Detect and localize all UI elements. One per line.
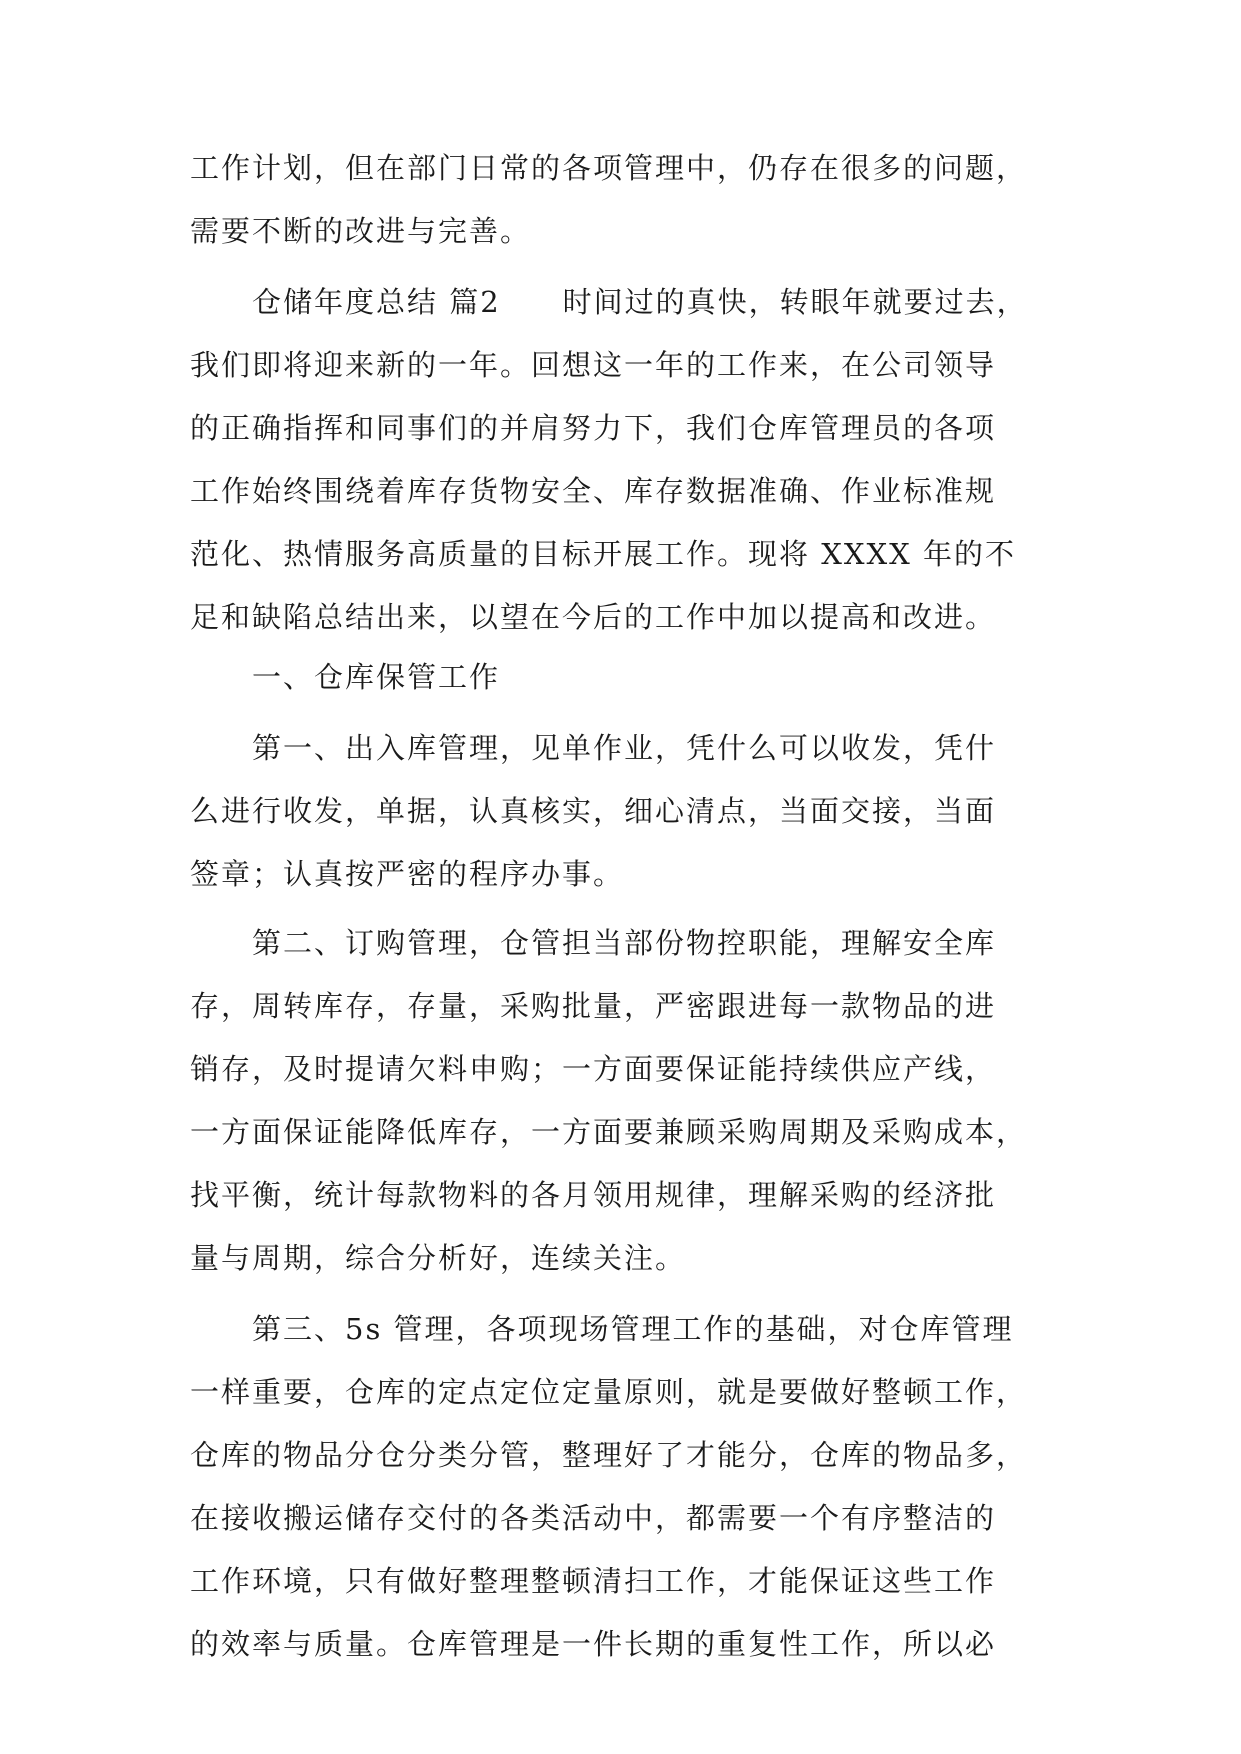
text-line: 存，周转库存，存量，采购批量，严密跟进每一款物品的进 <box>190 989 997 1023</box>
text-line: 工作计划，但在部门日常的各项管理中，仍存在很多的问题， <box>190 151 1028 185</box>
text-line: 在接收搬运储存交付的各类活动中，都需要一个有序整洁的 <box>190 1501 997 1535</box>
text-line: 第二、订购管理，仓管担当部份物控职能，理解安全库 <box>190 926 997 960</box>
text-line: 第三、5s 管理，各项现场管理工作的基础，对仓库管理 <box>190 1312 1014 1346</box>
text-line: 需要不断的改进与完善。 <box>190 214 532 248</box>
heading-line: 仓储年度总结 篇2 时间过的真快，转眼年就要过去， <box>190 285 1028 319</box>
text-line: 销存，及时提请欠料申购；一方面要保证能持续供应产线， <box>190 1052 997 1086</box>
text-line: 足和缺陷总结出来，以望在今后的工作中加以提高和改进。 <box>190 600 997 634</box>
text-line: 范化、热情服务高质量的目标开展工作。现将 XXXX 年的不 <box>190 537 1017 571</box>
text-line: 的正确指挥和同事们的并肩努力下，我们仓库管理员的各项 <box>190 411 997 445</box>
text-line: 一样重要，仓库的定点定位定量原则，就是要做好整顿工作， <box>190 1375 1028 1409</box>
section-heading: 一、仓库保管工作 <box>190 660 501 694</box>
text-line: 工作环境，只有做好整理整顿清扫工作，才能保证这些工作 <box>190 1564 997 1598</box>
text-line: 的效率与质量。仓库管理是一件长期的重复性工作，所以必 <box>190 1627 997 1661</box>
text-line: 么进行收发，单据，认真核实，细心清点，当面交接，当面 <box>190 794 997 828</box>
text-line: 仓库的物品分仓分类分管，整理好了才能分，仓库的物品多， <box>190 1438 1028 1472</box>
text-line: 量与周期，综合分析好，连续关注。 <box>190 1241 687 1275</box>
text-line: 签章；认真按严密的程序办事。 <box>190 857 625 891</box>
text-line: 工作始终围绕着库存货物安全、库存数据准确、作业标准规 <box>190 474 997 508</box>
text-line: 我们即将迎来新的一年。回想这一年的工作来，在公司领导 <box>190 348 997 382</box>
text-line: 找平衡，统计每款物料的各月领用规律，理解采购的经济批 <box>190 1178 997 1212</box>
text-line: 一方面保证能降低库存，一方面要兼顾采购周期及采购成本， <box>190 1115 1028 1149</box>
text-line: 第一、出入库管理，见单作业，凭什么可以收发，凭什 <box>190 731 997 765</box>
